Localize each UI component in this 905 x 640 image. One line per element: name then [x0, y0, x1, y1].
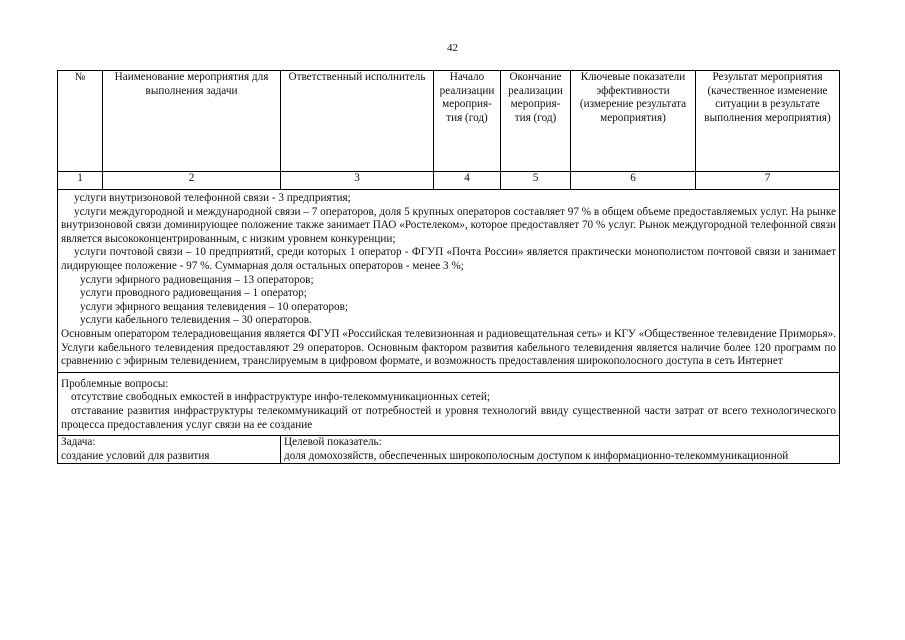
measures-table: [57, 70, 840, 464]
header-start-year: Начало реализации мероприя-тия (год): [434, 71, 501, 172]
task-label: Задача:: [61, 436, 96, 449]
header-result: Результат мероприятия (качественное изменение ситуации в результате выполнения мероприятия): [696, 71, 840, 172]
table-header-row: [58, 71, 840, 172]
target-label: Целевой показатель:: [284, 436, 382, 449]
problem-item: отсутствие свободных емкостей в инфраструктуре инфо-телекоммуникационных сетей;: [71, 391, 490, 404]
description-paragraph: Основным оператором телерадиовещания является ФГУП «Российская телевизионная и радиовещательная сеть» и КГУ «Общественное телевидение Приморья».: [61, 327, 836, 340]
market-description: [58, 190, 840, 373]
header-end-year: Окончание реализации мероприя-тия (год): [501, 71, 571, 172]
column-number: 6: [571, 172, 696, 190]
task-row: [58, 436, 840, 464]
target-text: доля домохозяйств, обеспеченных широкополосным доступом к информационно-телекоммуникационной: [284, 449, 789, 462]
description-paragraph: услуги эфирного радиовещания – 13 операторов;: [80, 273, 314, 286]
description-paragraph: услуги почтовой связи – 10 предприятий, среди которых 1 оператор - ФГУП «Почта России» является практически монополистом почтовой связи и занимает лидирующее положение - 97 %. Суммарная доля остальных операторов - менее 3 %;: [61, 246, 836, 272]
header-key-indicators: Ключевые показатели эффективности (измерение результата мероприятия): [571, 71, 696, 172]
description-paragraph: услуги проводного радиовещания – 1 оператор;: [80, 287, 307, 300]
header-number: №: [58, 71, 103, 172]
column-number: 3: [281, 172, 434, 190]
description-paragraph: услуги кабельного телевидения – 30 операторов.: [80, 314, 312, 327]
problems-row: [58, 372, 840, 435]
description-paragraph: услуги междугородной и международной связи – 7 операторов, доля 5 крупных операторов составляет 97 % в общем объеме предоставляемых услуг. На рынке внутризоновой связи доминирующее положение также занимает ПАО «Ростелеком», которое предоставляет 70 % услуг. Рынок междугородной телефонной связи является высококонцентрированным, с низким уровнем конкуренции;: [61, 205, 836, 245]
header-responsible: Ответственный исполнитель: [281, 71, 434, 172]
problem-item: отставание развития инфраструктуры телекоммуникаций от потребностей и уровня технологий ввиду существенной части затрат от всего технологического процесса предоставления услуг связи на ее создание: [61, 404, 836, 431]
description-paragraph: Услуги кабельного телевидения предоставляют 29 операторов. Основным фактором развития кабельного телевидения является наличие более 120 программ по сравнению с эфирным телевидением, транслируемым в цифровом формате, и возможность предоставления широкополосного доступа в сеть Интернет: [61, 341, 836, 368]
column-number: 1: [58, 172, 103, 190]
column-numbers-row: [58, 172, 840, 190]
header-measure-name: Наименование мероприятия для выполнения задачи: [103, 71, 281, 172]
page-number: 42: [447, 42, 458, 54]
column-number: 2: [103, 172, 281, 190]
column-number: 5: [501, 172, 571, 190]
task-cell: [58, 436, 281, 464]
column-number: 7: [696, 172, 840, 190]
description-paragraph: услуги внутризоновой телефонной связи - 3 предприятия;: [74, 192, 351, 204]
column-number: 4: [434, 172, 501, 190]
description-paragraph: услуги эфирного вещания телевидения – 10 операторов;: [80, 300, 348, 313]
target-indicator-cell: [281, 436, 840, 464]
problems-title: Проблемные вопросы:: [61, 377, 169, 390]
problems-section: [58, 372, 840, 435]
description-row: [58, 190, 840, 373]
task-text: создание условий для развития: [61, 449, 210, 462]
